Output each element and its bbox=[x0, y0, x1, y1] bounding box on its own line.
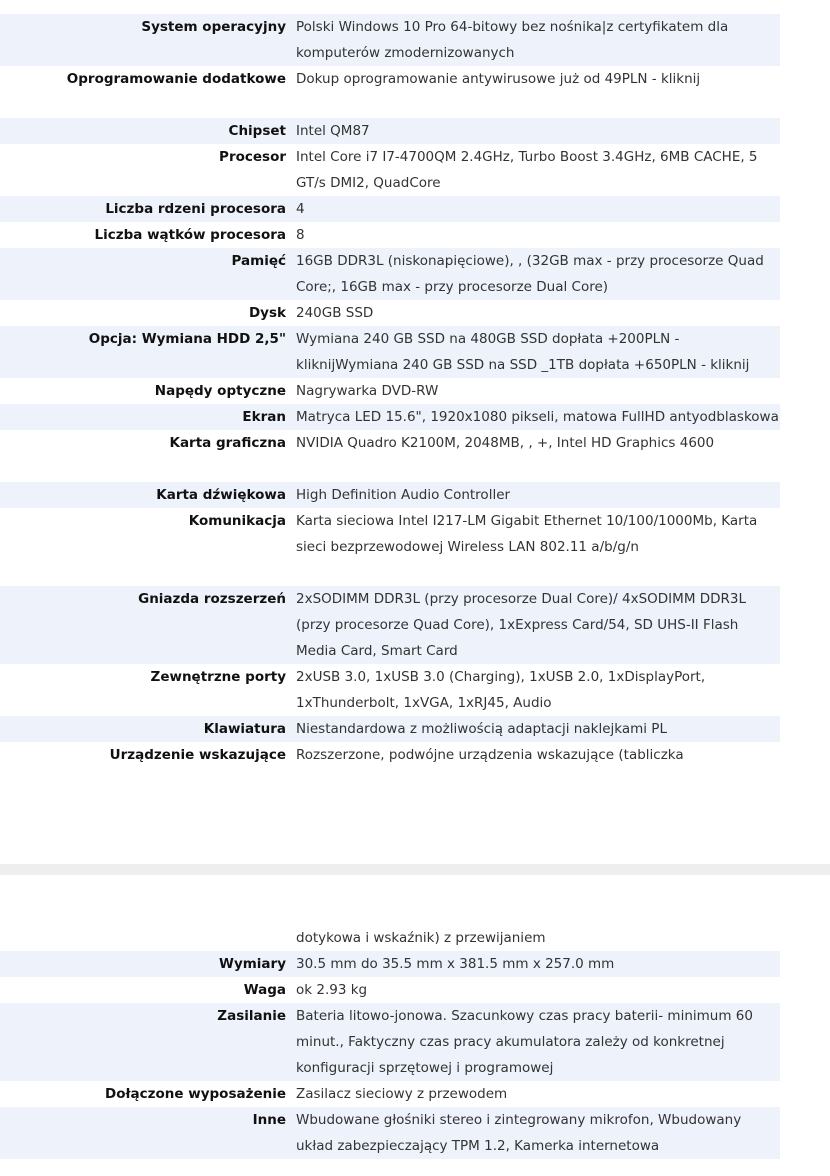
spec-table-body-continued bbox=[0, 925, 780, 1159]
spec-label: Wymiary bbox=[0, 951, 292, 977]
spec-label: Opcja: Wymiana HDD 2,5" bbox=[0, 326, 292, 378]
spec-row bbox=[0, 144, 780, 196]
spec-row bbox=[0, 430, 780, 482]
spec-row bbox=[0, 925, 780, 951]
spec-value: NVIDIA Quadro K2100M, 2048MB, , +, Intel HD Graphics 4600 bbox=[296, 435, 715, 451]
spec-row bbox=[0, 977, 780, 1003]
spec-value: Karta sieciowa Intel I217-LM Gigabit Ethernet 10/100/1000Mb, Karta sieci bezprzewodowej Wireless LAN 802.11 a/b/g/n bbox=[296, 513, 758, 555]
spec-label: Komunikacja bbox=[188, 513, 286, 529]
spec-label: Gniazda rozszerzeń bbox=[0, 586, 292, 664]
spec-label: Napędy optyczne bbox=[154, 383, 286, 399]
spec-row bbox=[0, 482, 780, 508]
spec-value: High Definition Audio Controller bbox=[292, 482, 780, 508]
spec-label: Dysk bbox=[248, 305, 286, 321]
spec-row bbox=[0, 248, 780, 300]
spec-row bbox=[0, 118, 780, 144]
spec-label: Liczba wątków procesora bbox=[94, 227, 286, 243]
spec-label: Zewnętrzne porty bbox=[150, 669, 286, 685]
spec-row bbox=[0, 1081, 780, 1107]
spec-row bbox=[0, 508, 780, 586]
spec-value: Zasilacz sieciowy z przewodem bbox=[296, 1086, 508, 1102]
spec-table bbox=[0, 14, 780, 768]
spec-table-part-1 bbox=[0, 14, 830, 768]
spec-row bbox=[0, 951, 780, 977]
spec-value: 16GB DDR3L (niskonapięciowe), , (32GB max - przy procesorze Quad Core;, 16GB max - przy procesorze Dual Core) bbox=[292, 248, 780, 300]
spec-label: Liczba rdzeni procesora bbox=[0, 196, 292, 222]
spec-label: System operacyjny bbox=[0, 14, 292, 66]
spec-row bbox=[0, 404, 780, 430]
spec-value: Wbudowane głośniki stereo i zintegrowany mikrofon, Wbudowany układ zabezpieczający TPM 1.2, Kamerka internetowa bbox=[292, 1107, 780, 1159]
spec-table-part-2 bbox=[0, 925, 830, 1159]
spec-label: Dołączone wyposażenie bbox=[105, 1086, 286, 1102]
spec-row bbox=[0, 664, 780, 716]
spec-value: ok 2.93 kg bbox=[296, 982, 368, 998]
spec-label: Karta dźwiękowa bbox=[0, 482, 292, 508]
spec-value: Nagrywarka DVD-RW bbox=[296, 383, 439, 399]
spec-row bbox=[0, 586, 780, 664]
spec-row bbox=[0, 66, 780, 118]
spec-label bbox=[0, 925, 292, 951]
spec-value: 2xSODIMM DDR3L (przy procesorze Dual Core)/ 4xSODIMM DDR3L (przy procesorze Quad Core), 1xExpress Card/54, SD UHS-II Flash Media Card, Smart Card bbox=[292, 586, 780, 664]
spec-label: Waga bbox=[243, 982, 286, 998]
spec-label: Chipset bbox=[0, 118, 292, 144]
spec-label: Procesor bbox=[219, 149, 286, 165]
spec-row bbox=[0, 196, 780, 222]
spec-row bbox=[0, 300, 780, 326]
spec-table-body bbox=[0, 14, 780, 768]
spec-value: Intel Core i7 I7-4700QM 2.4GHz, Turbo Boost 3.4GHz, 6MB CACHE, 5 GT/s DMI2, QuadCore bbox=[296, 149, 758, 191]
spec-value: 2xUSB 3.0, 1xUSB 3.0 (Charging), 1xUSB 2.0, 1xDisplayPort, 1xThunderbolt, 1xVGA, 1xRJ45, Audio bbox=[296, 669, 706, 711]
spec-value: 8 bbox=[296, 227, 305, 243]
spec-label: Oprogramowanie dodatkowe bbox=[66, 71, 286, 87]
spec-value: Dokup oprogramowanie antywirusowe już od 49PLN - kliknij bbox=[296, 71, 701, 87]
spec-row bbox=[0, 326, 780, 378]
spec-value: Polski Windows 10 Pro 64-bitowy bez nośnika|z certyfikatem dla komputerów zmodernizowanych bbox=[292, 14, 780, 66]
spec-table-continued bbox=[0, 925, 780, 1159]
spec-row bbox=[0, 378, 780, 404]
spec-value: Intel QM87 bbox=[292, 118, 780, 144]
page-break-divider bbox=[0, 864, 830, 875]
spec-value: dotykowa i wskaźnik) z przewijaniem bbox=[296, 930, 546, 946]
spec-label: Ekran bbox=[0, 404, 292, 430]
spec-label: Zasilanie bbox=[0, 1003, 292, 1081]
spec-value: Bateria litowo-jonowa. Szacunkowy czas pracy baterii- minimum 60 minut., Faktyczny czas pracy akumulatora zależy od konkretnej konfiguracji sprzętowej i programowej bbox=[292, 1003, 780, 1081]
spec-label: Pamięć bbox=[0, 248, 292, 300]
spec-label: Klawiatura bbox=[0, 716, 292, 742]
spec-row bbox=[0, 222, 780, 248]
spec-value: 240GB SSD bbox=[296, 305, 374, 321]
spec-label: Inne bbox=[0, 1107, 292, 1159]
spec-row bbox=[0, 742, 780, 768]
spec-value: Matryca LED 15.6", 1920x1080 pikseli, matowa FullHD antyodblaskowa bbox=[292, 404, 780, 430]
spec-value: Rozszerzone, podwójne urządzenia wskazujące (tabliczka bbox=[296, 747, 684, 763]
spec-value: Niestandardowa z możliwością adaptacji naklejkami PL bbox=[292, 716, 780, 742]
spec-label: Karta graficzna bbox=[169, 435, 286, 451]
spec-row bbox=[0, 1003, 780, 1081]
spec-label: Urządzenie wskazujące bbox=[109, 747, 286, 763]
spec-row bbox=[0, 1107, 780, 1159]
spec-row bbox=[0, 14, 780, 66]
spec-value: Wymiana 240 GB SSD na 480GB SSD dopłata +200PLN - kliknijWymiana 240 GB SSD na SSD _1TB dopłata +650PLN - kliknij bbox=[292, 326, 780, 378]
spec-row bbox=[0, 716, 780, 742]
spec-value: 30.5 mm do 35.5 mm x 381.5 mm x 257.0 mm bbox=[292, 951, 780, 977]
spec-value: 4 bbox=[292, 196, 780, 222]
